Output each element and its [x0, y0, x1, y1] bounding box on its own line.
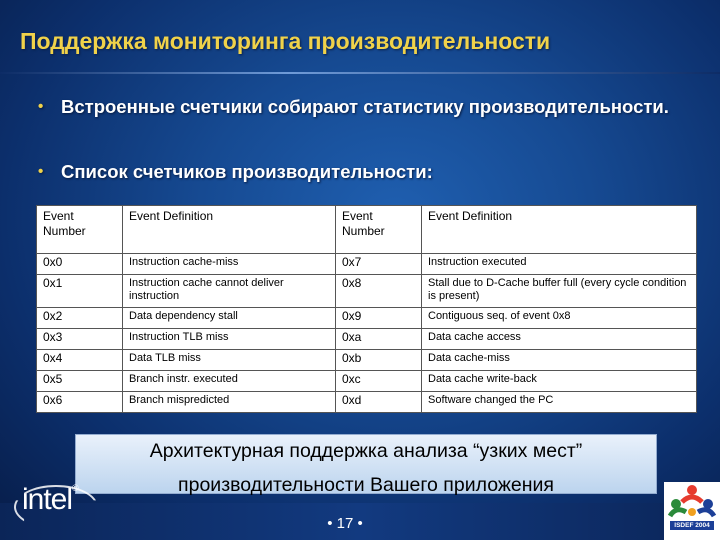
bullet-text: Встроенные счетчики собирают статистику производительности. — [61, 96, 669, 117]
event-definition: Branch mispredicted — [123, 392, 336, 413]
event-definition: Data dependency stall — [123, 308, 336, 329]
event-number: 0x8 — [336, 275, 422, 308]
event-definition: Data TLB miss — [123, 350, 336, 371]
table-row — [37, 329, 697, 350]
isdef-figures-icon — [664, 482, 720, 522]
event-number: 0x0 — [37, 254, 123, 275]
event-number: 0x3 — [37, 329, 123, 350]
bullet-item-counter-list — [38, 160, 678, 184]
callout-text — [84, 434, 648, 502]
event-number: 0x5 — [37, 371, 123, 392]
event-definition: Data cache write-back — [422, 371, 697, 392]
header-event-number: Event Number — [37, 206, 123, 254]
isdef-logo-text: ISDEF 2004 — [670, 521, 714, 530]
event-number: 0x2 — [37, 308, 123, 329]
page-number: • 17 • — [327, 515, 363, 532]
slide-title: Поддержка мониторинга производительности — [20, 28, 551, 54]
intel-logo-text: intel — [22, 483, 73, 516]
callout-line-2: производительности Вашего приложения — [178, 474, 554, 496]
event-number: 0x7 — [336, 254, 422, 275]
table-header-row — [37, 206, 697, 254]
table-row — [37, 392, 697, 413]
event-definition: Data cache access — [422, 329, 697, 350]
table-row — [37, 371, 697, 392]
event-number: 0x4 — [37, 350, 123, 371]
event-definition: Software changed the PC — [422, 392, 697, 413]
event-definition: Data cache-miss — [422, 350, 697, 371]
bullet-text: Список счетчиков производительности: — [61, 161, 433, 182]
event-definition: Instruction cache-miss — [123, 254, 336, 275]
bullet-item-builtin-counters — [38, 95, 678, 119]
isdef-logo — [664, 482, 720, 540]
event-definition: Instruction executed — [422, 254, 697, 275]
table-row — [37, 275, 697, 308]
event-definition: Instruction TLB miss — [123, 329, 336, 350]
callout-line-1: Архитектурная поддержка анализа “узких мест” — [149, 440, 583, 462]
event-definition: Stall due to D-Cache buffer full (every cycle condition is present) — [422, 275, 697, 308]
table-row — [37, 254, 697, 275]
event-number: 0x1 — [37, 275, 123, 308]
event-number: 0xc — [336, 371, 422, 392]
header-event-number: Event Number — [336, 206, 422, 254]
table-row — [37, 350, 697, 371]
title-divider — [0, 72, 720, 74]
event-number: 0xd — [336, 392, 422, 413]
intel-logo: intel® — [22, 483, 78, 517]
header-event-definition: Event Definition — [123, 206, 336, 254]
event-table — [36, 205, 697, 413]
event-definition: Branch instr. executed — [123, 371, 336, 392]
event-number: 0xa — [336, 329, 422, 350]
bullet-marker: • — [38, 163, 44, 180]
table-row — [37, 308, 697, 329]
event-definition: Instruction cache cannot deliver instruction — [123, 275, 336, 308]
event-number: 0x6 — [37, 392, 123, 413]
event-definition: Contiguous seq. of event 0x8 — [422, 308, 697, 329]
event-number: 0xb — [336, 350, 422, 371]
event-number: 0x9 — [336, 308, 422, 329]
header-event-definition: Event Definition — [422, 206, 697, 254]
bullet-marker: • — [38, 98, 44, 115]
